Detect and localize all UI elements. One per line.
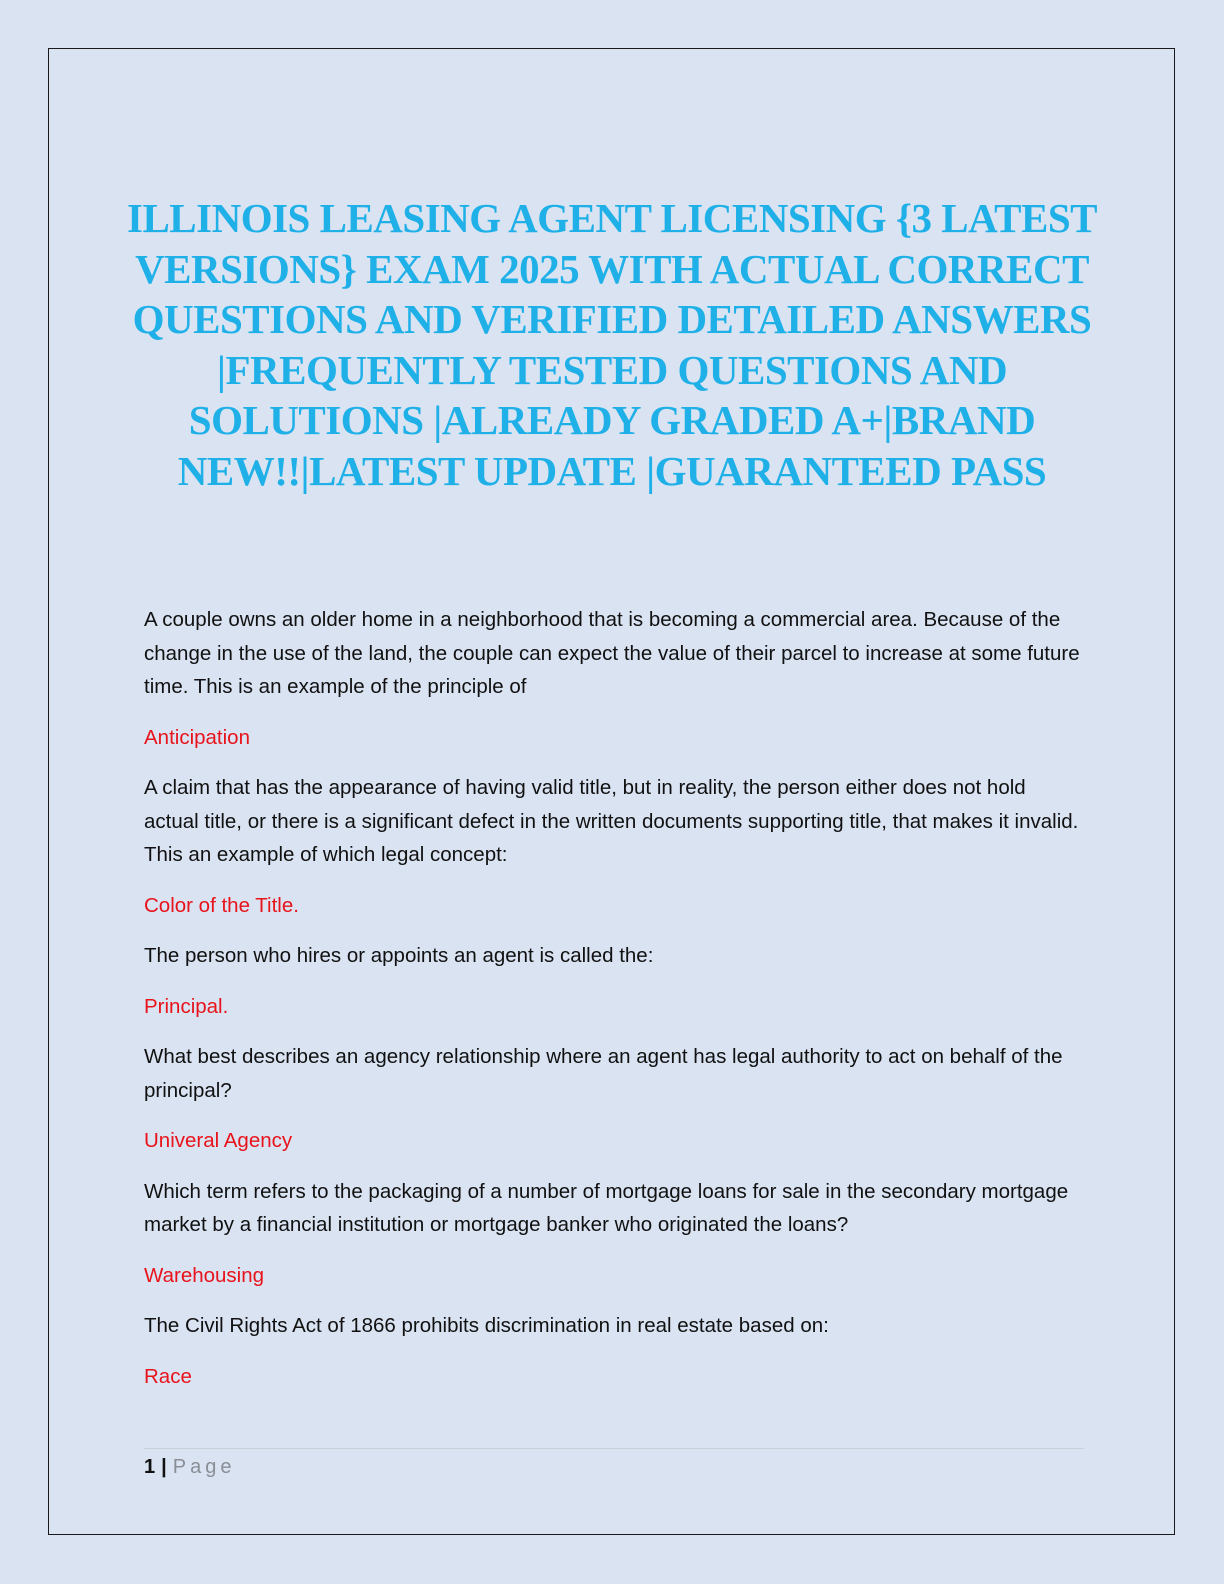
qa-list — [144, 603, 1084, 1410]
question-text: What best describes an agency relationship where an agent has legal authority to act on behalf of the principal? — [144, 1045, 1063, 1102]
qa-item — [144, 1309, 1084, 1393]
qa-item — [144, 1175, 1084, 1293]
question-text: The Civil Rights Act of 1866 prohibits discrimination in real estate based on: — [144, 1314, 829, 1337]
footer-divider — [144, 1448, 1084, 1449]
qa-item — [144, 939, 1084, 1023]
answer-text: Principal. — [144, 994, 229, 1018]
question-text: A couple owns an older home in a neighborhood that is becoming a commercial area. Because of the change in the use of the land, the couple can expect the value of their parcel to increase at some future time. This is an example of the principle of — [144, 608, 1080, 698]
answer-text: Warehousing — [144, 1263, 265, 1287]
page-footer — [144, 1453, 235, 1481]
qa-item — [144, 1040, 1084, 1158]
answer-text: Anticipation — [144, 725, 250, 749]
question-text: The person who hires or appoints an agent is called the: — [144, 944, 654, 967]
qa-item — [144, 771, 1084, 922]
question-text: Which term refers to the packaging of a number of mortgage loans for sale in the secondary mortgage market by a financial institution or mortgage banker who originated the loans? — [144, 1179, 1069, 1236]
answer-text: Race — [144, 1364, 192, 1388]
footer-separator: | — [161, 1456, 167, 1478]
page-number: 1 — [144, 1456, 156, 1478]
qa-item — [144, 603, 1084, 754]
page-label: Page — [172, 1456, 236, 1478]
question-text: A claim that has the appearance of having valid title, but in reality, the person either does not hold actual title, or there is a significant defect in the written documents supporting title, that makes it invalid. This an example of which legal concept: — [144, 776, 1079, 866]
answer-text: Univeral Agency — [144, 1129, 293, 1152]
answer-text: Color of the Title. — [144, 893, 299, 917]
document-title: ILLINOIS LEASING AGENT LICENSING {3 LATEST VERSIONS} EXAM 2025 WITH ACTUAL CORRECT QUESTIONS AND VERIFIED DETAILED ANSWERS |FREQUENTLY TESTED QUESTIONS AND SOLUTIONS |ALREADY GRADED A+|BRAND NEW!!|LATEST UPDATE |GUARANTEED PASS — [126, 195, 1097, 494]
